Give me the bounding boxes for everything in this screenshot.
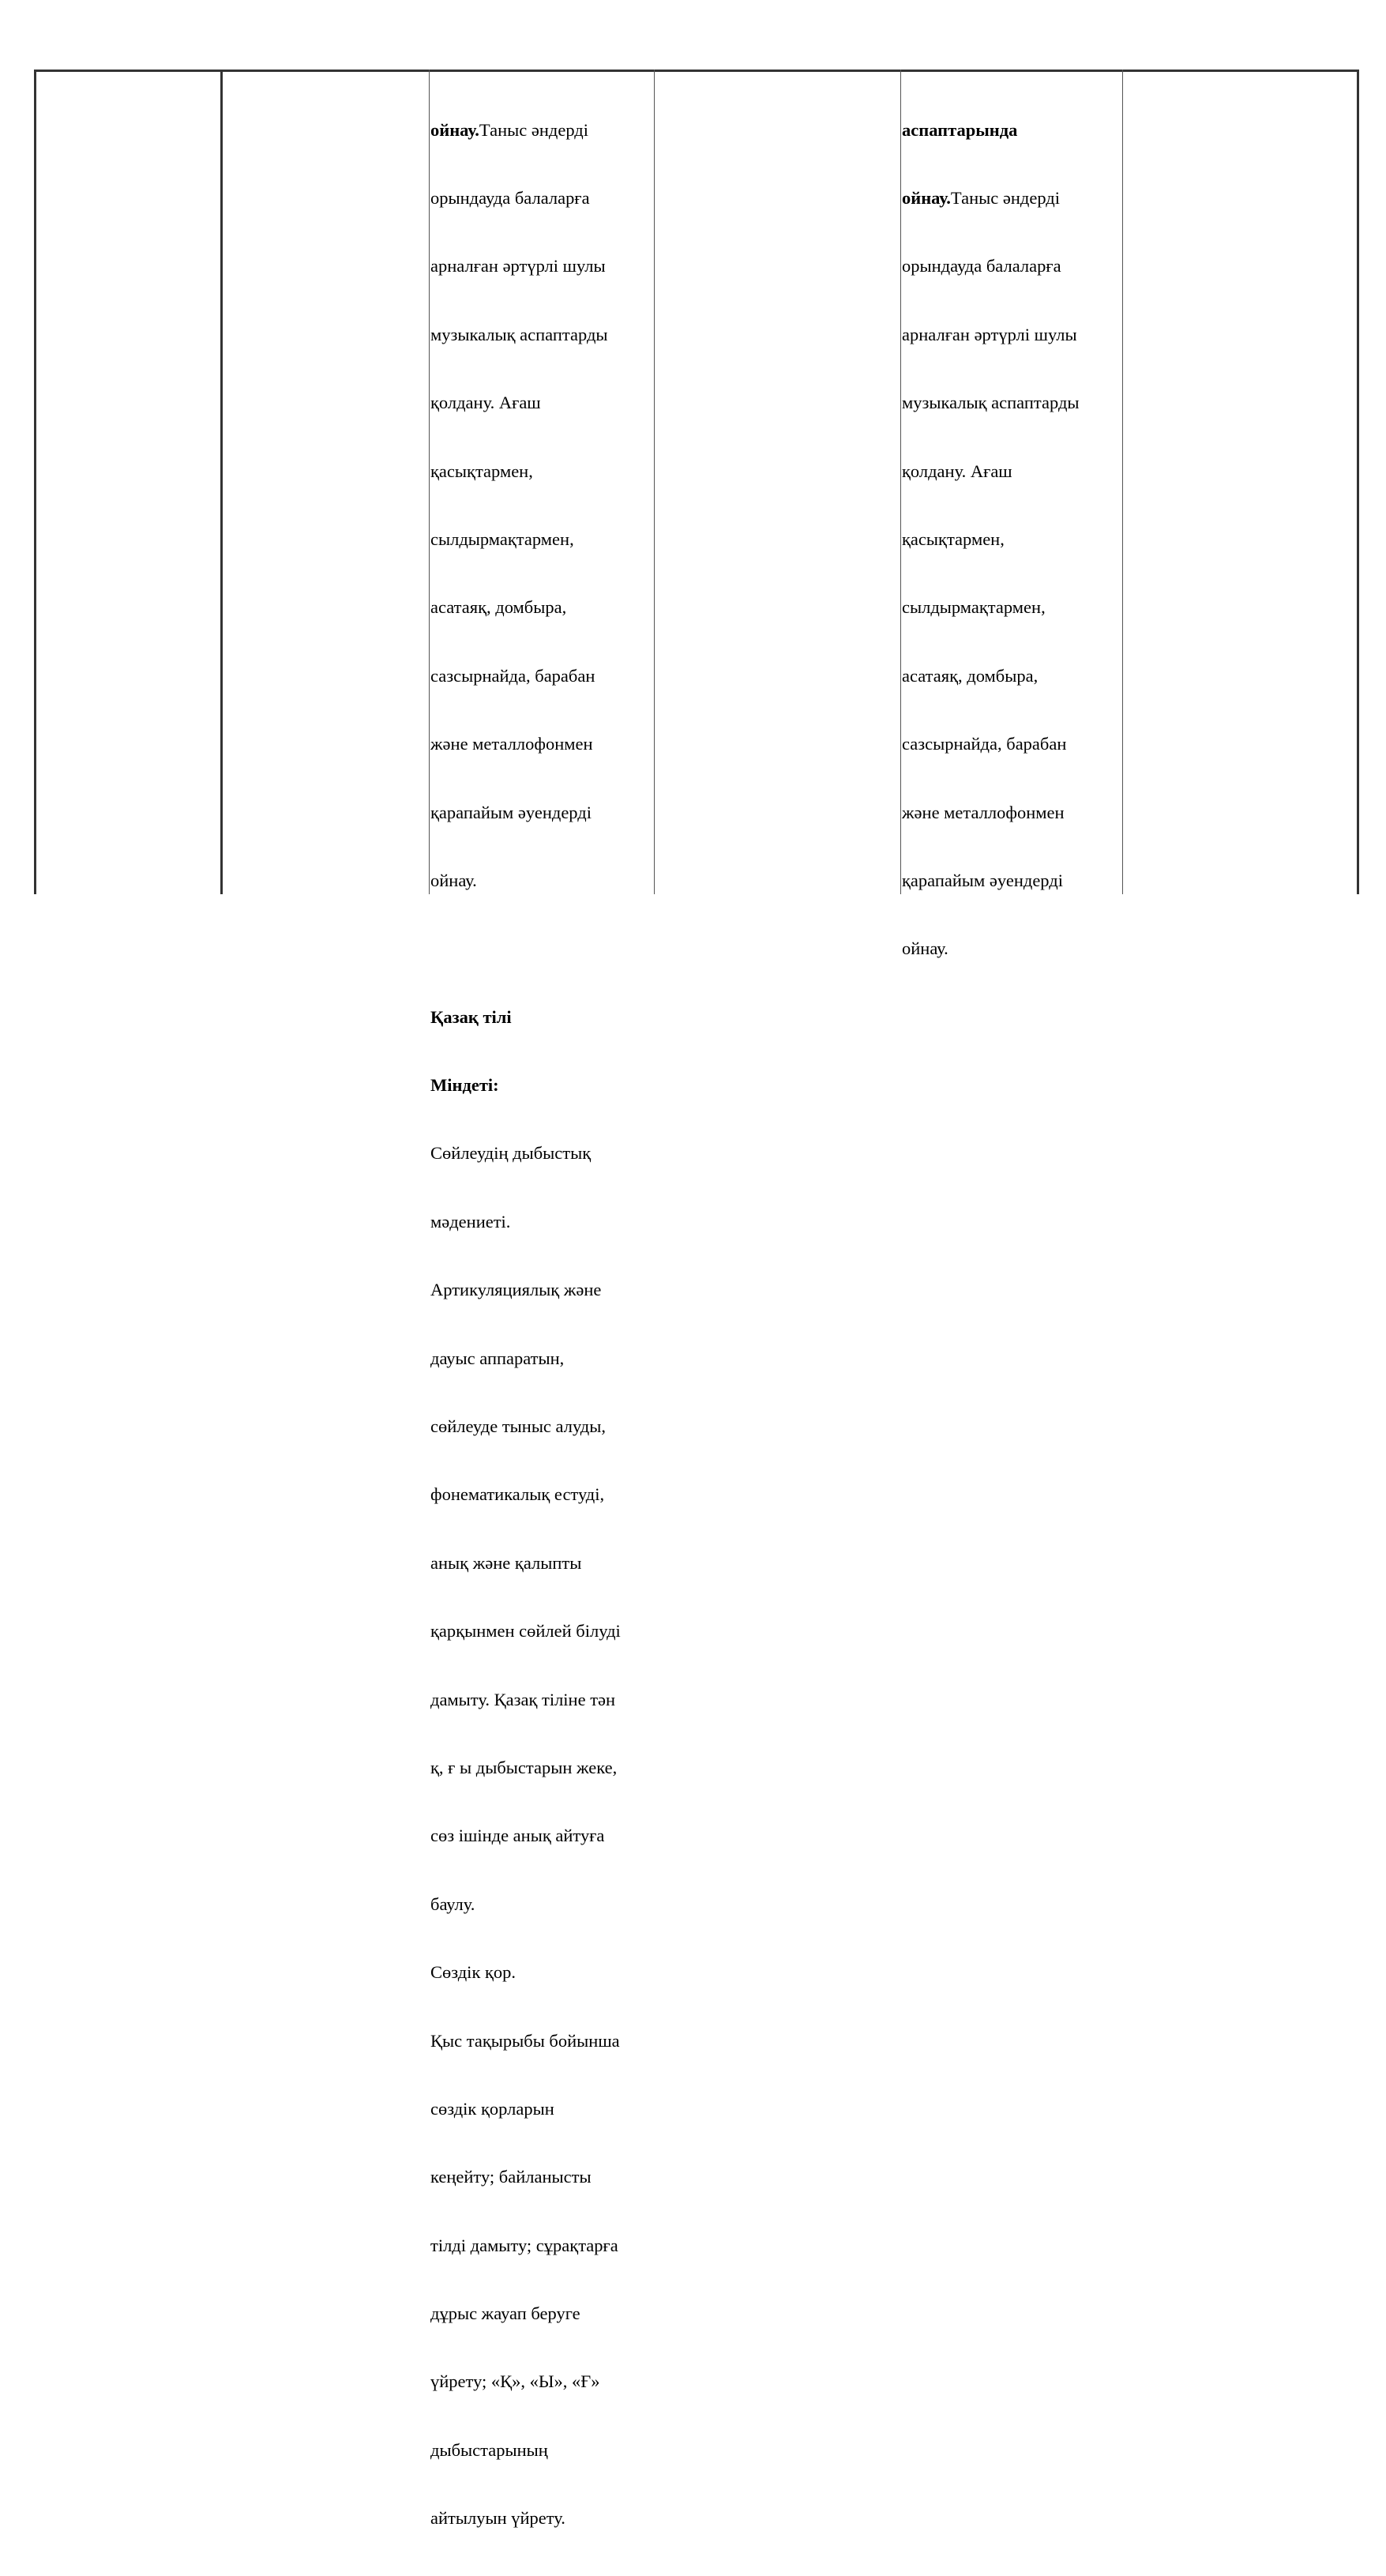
cell-line: және металлофонмен [430,734,593,754]
bold-line: аспаптарында [902,119,1018,140]
cell-line: қолдану. Ағаш [902,461,1012,481]
cell-column-5 [902,73,1080,1006]
cell-text-segment: Таныс әндерді [950,187,1060,208]
cell-line: арналған әртүрлі шулы [430,256,606,276]
task-label [430,1074,621,1097]
cell-text-segment: Таныс әндерді [479,119,588,140]
schedule-table [34,70,1359,2529]
cell-column-3 [430,73,621,2576]
paragraph-gap [430,938,621,961]
cell-line: Артикуляциялық және [430,1280,602,1300]
cell-line: айтылуын үйрету. [430,2508,565,2529]
cell-line: сөз ішінде анық айтуға [430,1826,605,1846]
cell-line: сылдырмақтармен, [430,528,574,549]
cell-line: қолдану. Ағаш [430,393,541,413]
cell-line [902,187,1080,210]
column-border-4 [900,70,901,894]
cell-line: үйрету; «Қ», «Ы», «Ғ» [430,2371,600,2392]
cell-line: дұрыс жауап беруге [430,2303,580,2324]
bold-lead: ойнау. [430,119,479,140]
cell-line: музыкалық аспаптарды [902,393,1080,413]
column-border-right [1357,70,1359,894]
column-border-1 [220,70,223,894]
cell-line: Қыс тақырыбы бойынша [430,2030,620,2051]
cell-line: орындауда балаларға [902,256,1061,276]
section-title-text: Қазақ тілі [430,1006,512,1027]
cell-line: Сөйлеудің дыбыстық [430,1143,592,1164]
cell-line: қасықтармен, [902,528,1005,549]
cell-line: тілді дамыту; сұрақтарға [430,2235,618,2255]
cell-line: музыкалық аспаптарды [430,324,608,344]
cell-line: сөйлеуде тыныс алуды, [430,1416,606,1437]
cell-line: қарапайым әуендерді [430,802,592,822]
cell-line: сазсырнайда, барабан [902,734,1067,754]
cell-line: асатаяқ, домбыра, [902,665,1039,686]
cell-line: сөздік қорларын [430,2098,554,2119]
cell-line: қасықтармен, [430,461,533,481]
cell-line [902,119,1080,142]
column-border-3 [654,70,655,894]
cell-line: орындауда балаларға [430,187,590,208]
cell-line: арналған әртүрлі шулы [902,324,1077,344]
cell-line: ойнау. [430,870,477,890]
cell-line: қарапайым әуендерді [902,870,1063,890]
column-border-left [34,70,36,894]
cell-line: Сөздік қор. [430,1962,516,1983]
cell-line: мәдениеті. [430,1211,511,1232]
cell-line: және металлофонмен [902,802,1065,822]
cell-line: қ, ғ ы дыбыстарын жеке, [430,1757,618,1777]
cell-line: қарқынмен сөйлей білуді [430,1621,621,1641]
task-label-text: Міндеті: [430,1075,499,1096]
bold-lead: ойнау. [902,187,951,208]
cell-line: дамыту. Қазақ тіліне тән [430,1689,616,1709]
cell-line: анық және қалыпты [430,1552,582,1573]
cell-line: ойнау. [902,938,948,959]
cell-line: сылдырмақтармен, [902,597,1046,618]
table-top-border [34,70,1359,72]
cell-line: сазсырнайда, барабан [430,665,595,686]
cell-line: фонематикалық естуді, [430,1484,605,1505]
cell-line [430,119,621,142]
cell-line: баулу. [430,1893,475,1914]
column-border-2 [429,70,430,894]
cell-line: дыбыстарының [430,2439,548,2460]
cell-line: дауыс аппаратын, [430,1348,565,1368]
column-border-5 [1122,70,1123,894]
section-title [430,1006,621,1029]
cell-line: кеңейту; байланысты [430,2167,592,2187]
cell-line: асатаяқ, домбыра, [430,597,567,618]
